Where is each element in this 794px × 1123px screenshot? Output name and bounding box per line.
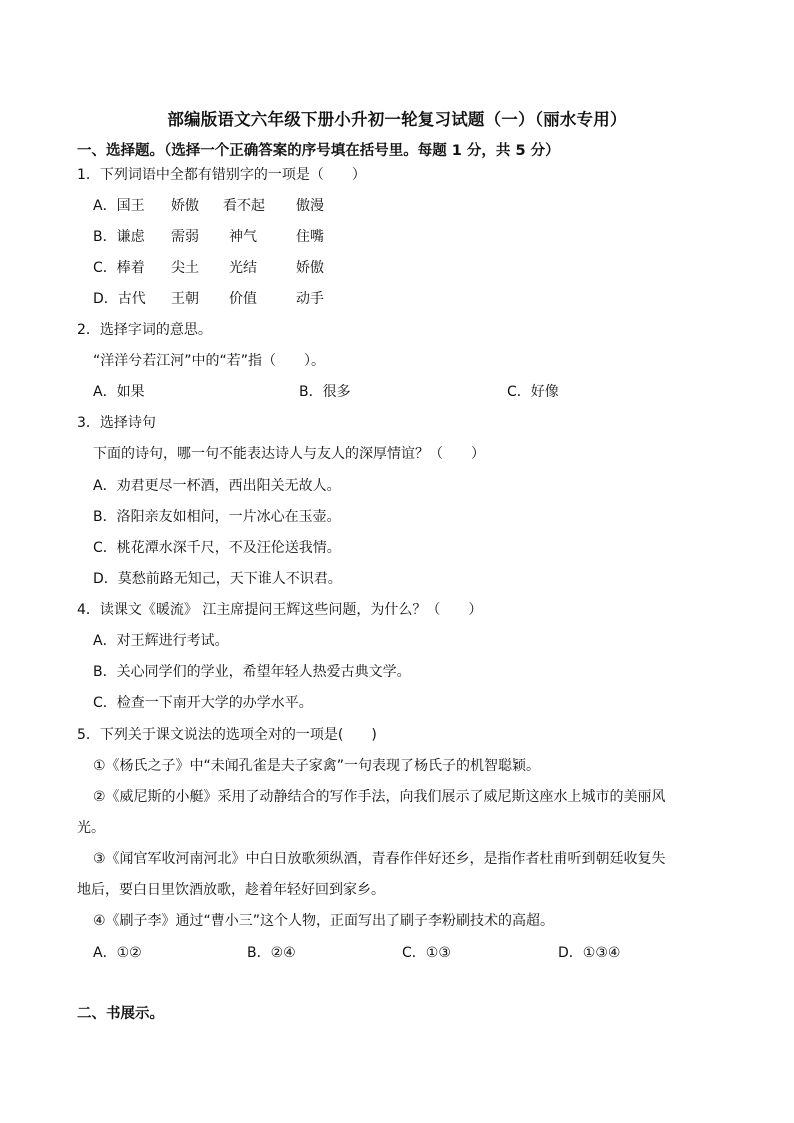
option-b: B．很多 (299, 384, 351, 400)
option-word: 价值 (229, 291, 257, 307)
question-2-prompt: “洋洋兮若江河”中的“若”指（ ）。 (93, 353, 326, 369)
question-3-prompt: 下面的诗句，哪一句不能表达诗人与友人的深厚情谊？（ ） (93, 446, 485, 462)
page-title: 部编版语文六年级下册小升初一轮复习试题（一）（丽水专用） (167, 110, 627, 129)
question-5-stem: 5．下列关于课文说法的选项全对的一项是( ) (77, 727, 377, 743)
option-label: D．古代 (93, 291, 146, 307)
option-c: C．①③ (402, 945, 451, 961)
option-d: D．①③④ (558, 945, 621, 961)
option-a: A．如果 (93, 384, 145, 400)
question-3-stem: 3．选择诗句 (77, 415, 156, 431)
question-4-option-c: C．检查一下南开大学的办学水平。 (93, 695, 313, 711)
question-2-stem: 2．选择字词的意思。 (77, 322, 212, 338)
option-word: 住嘴 (296, 229, 324, 245)
question-4-option-b: B．关心同学们的学业，希望年轻人热爱古典文学。 (93, 664, 411, 680)
option-word: 娇傲 (171, 198, 199, 214)
section-heading-books: 二、书展示。 (77, 1006, 164, 1022)
option-word: 傲漫 (296, 198, 324, 214)
question-1-stem: 1．下列词语中全都有错别字的一项是（ ） (77, 167, 366, 183)
option-word: 王朝 (171, 291, 199, 307)
option-word: 光结 (229, 260, 257, 276)
question-5-statement-3: ③《闻官军收河南河北》中白日放歌须纵酒，青春作伴好还乡，是指作者杜甫听到朝廷收复失 (93, 851, 666, 867)
option-label: B．谦虑 (93, 229, 145, 245)
option-a: A．①② (93, 945, 142, 961)
option-word: 尖土 (171, 260, 199, 276)
section-heading-choice: 一、选择题。（选择一个正确答案的序号填在括号里。每题 1 分，共 5 分） (77, 143, 560, 159)
question-3-option-b: B．洛阳亲友如相问，一片冰心在玉壶。 (93, 509, 341, 525)
option-b: B．②④ (247, 945, 296, 961)
option-word: 动手 (296, 291, 324, 307)
option-word: 娇傲 (296, 260, 324, 276)
question-3-option-c: C．桃花潭水深千尺，不及汪伦送我情。 (93, 540, 341, 556)
question-5-statement-4: ④《刷子李》通过“曹小三”这个人物，正面写出了刷子李粉刷技术的高超。 (93, 913, 555, 929)
option-label: C．棒着 (93, 260, 145, 276)
question-5-statement-2: ②《威尼斯的小艇》采用了动静结合的写作手法，向我们展示了威尼斯这座水上城市的美丽风 (93, 789, 666, 805)
question-5-statement-3-cont: 地后，要白日里饮酒放歌，趁着年轻好回到家乡。 (77, 882, 385, 898)
question-5-statement-1: ①《杨氏之子》中“未闻孔雀是夫子家禽”一句表现了杨氏子的机智聪颖。 (93, 758, 541, 774)
option-word: 神气 (229, 229, 257, 245)
question-3-option-d: D．莫愁前路无知己，天下谁人不识君。 (93, 571, 342, 587)
question-4-option-a: A．对王辉进行考试。 (93, 633, 229, 649)
option-word: 看不起 (223, 198, 265, 214)
option-c: C．好像 (507, 384, 559, 400)
option-label: A．国王 (93, 198, 145, 214)
question-4-stem: 4．读课文《暖流》 江主席提问王辉这些问题，为什么？（ ） (77, 602, 483, 618)
question-5-statement-2-cont: 光。 (77, 820, 105, 836)
question-3-option-a: A．劝君更尽一杯酒，西出阳关无故人。 (93, 478, 341, 494)
option-word: 需弱 (171, 229, 199, 245)
